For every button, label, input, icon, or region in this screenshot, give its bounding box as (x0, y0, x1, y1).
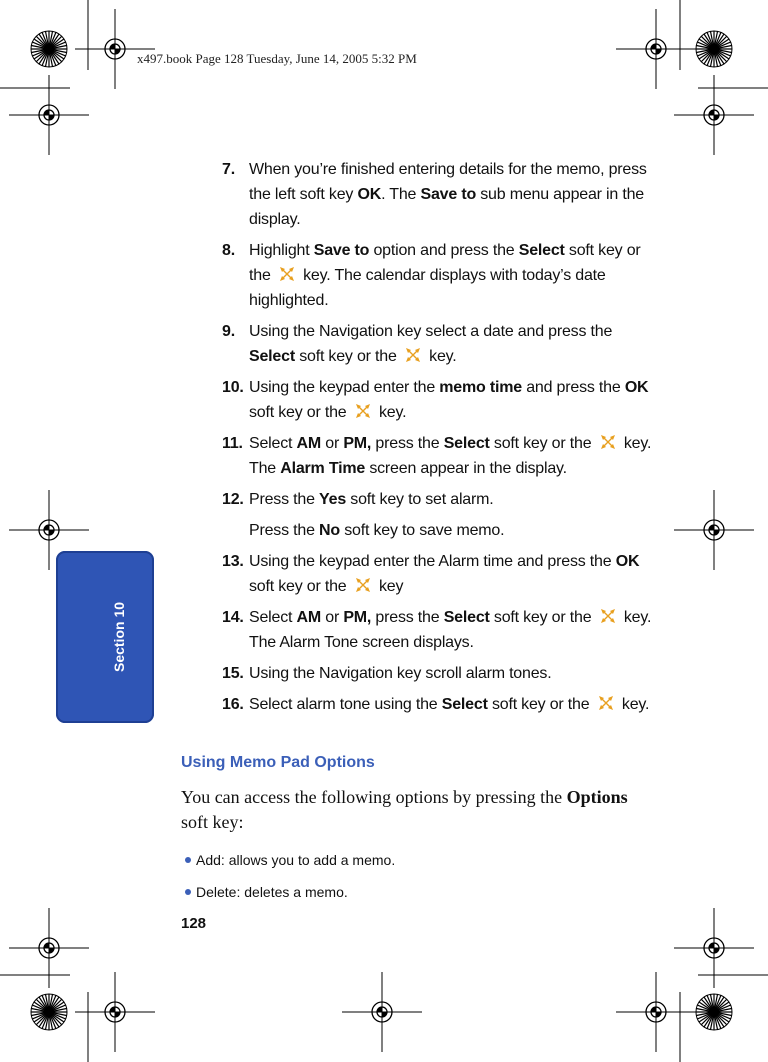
step-text: Select (249, 609, 297, 626)
step-number: 7. (222, 161, 235, 178)
step-body (249, 549, 652, 599)
bold-term: AM (296, 435, 321, 452)
step-text: key (374, 578, 404, 595)
step-text: screen appear in the display. (365, 460, 567, 477)
step-number: 12. (222, 491, 244, 508)
center-key-icon (355, 577, 371, 593)
step-text: Select alarm tone using the (249, 696, 442, 713)
step-item (222, 375, 652, 425)
intro-suffix: soft key: (181, 812, 244, 832)
section-tab (56, 551, 154, 723)
bold-term: Select (249, 348, 295, 365)
page-number: 128 (181, 915, 207, 932)
bullet-list (181, 844, 395, 908)
step-text: soft key or the (489, 609, 596, 626)
bold-term: Yes (319, 491, 347, 508)
step-number: 11. (222, 435, 243, 452)
step-text: soft key or the (249, 242, 641, 284)
center-key-icon (279, 266, 295, 282)
step-text: soft key or the (294, 348, 401, 365)
step-text: or (321, 609, 344, 626)
bold-term: Select (443, 609, 490, 626)
step-item (222, 238, 652, 313)
bold-term: Save to (420, 186, 477, 203)
bold-term: Alarm Time (280, 460, 366, 477)
step-number: 13. (222, 553, 244, 570)
print-header-stamp: x497.book Page 128 Tuesday, June 14, 2005 5:32 PM (137, 51, 417, 66)
step-text: soft key or the (249, 404, 351, 421)
step-subparagraph (249, 518, 652, 543)
bullet-item (181, 876, 395, 908)
bullet-text: Delete: deletes a memo. (196, 884, 348, 900)
bold-term: OK (357, 186, 382, 203)
step-text: Using the Navigation key select a date and press the (249, 323, 613, 340)
step-text: press the (371, 435, 444, 452)
bullet-dot-icon (185, 857, 191, 863)
step-text: soft key or the (249, 578, 351, 595)
step-text: option and press the (369, 242, 519, 259)
step-text: Press the (249, 522, 320, 539)
step-body (249, 692, 652, 717)
step-body (249, 238, 652, 313)
step-text: key. (374, 404, 407, 421)
step-text: press the (371, 609, 444, 626)
step-item (222, 605, 652, 655)
bold-term: PM, (343, 435, 372, 452)
step-text: Select (249, 435, 297, 452)
intro-paragraph (181, 785, 641, 835)
step-text: Using the keypad enter the (249, 379, 440, 396)
step-text: When you’re finished entering details for the memo, press the left soft key (249, 161, 647, 203)
step-text: or (321, 435, 344, 452)
step-text: and press the (521, 379, 625, 396)
step-text: key. The Alarm Tone screen displays. (249, 609, 652, 651)
center-key-icon (598, 695, 614, 711)
step-item (222, 549, 652, 599)
step-number: 16. (222, 696, 244, 713)
step-item (222, 431, 652, 481)
step-text: soft key to save memo. (339, 522, 505, 539)
steps-list (222, 157, 652, 723)
center-key-icon (405, 347, 421, 363)
step-number: 10. (222, 379, 244, 396)
step-body (249, 431, 652, 481)
center-key-icon (600, 434, 616, 450)
step-number: 8. (222, 242, 235, 259)
step-item (222, 157, 652, 232)
step-body (249, 661, 652, 686)
step-text: Press the (249, 491, 320, 508)
bold-term: AM (296, 609, 321, 626)
bullet-text: Add: allows you to add a memo. (196, 852, 396, 868)
section-heading: Using Memo Pad Options (181, 754, 375, 771)
step-number: 14. (222, 609, 244, 626)
step-item (222, 487, 652, 512)
bullet-dot-icon (185, 889, 191, 895)
center-key-icon (355, 403, 371, 419)
intro-text: You can access the following options by pressing the (181, 787, 567, 807)
step-body (249, 605, 652, 655)
step-body (249, 319, 652, 369)
step-text: soft key or the (489, 435, 596, 452)
step-text: sub menu appear in the display. (249, 186, 644, 228)
step-item (222, 692, 652, 717)
step-text: soft key or the (487, 696, 594, 713)
bold-term: Select (441, 696, 488, 713)
bold-term: Select (518, 242, 565, 259)
step-number: 9. (222, 323, 235, 340)
step-text: key. (617, 696, 650, 713)
step-text: Highlight (249, 242, 314, 259)
step-text: key. (424, 348, 457, 365)
step-item (222, 661, 652, 686)
bold-term: Save to (313, 242, 370, 259)
step-body (249, 157, 652, 232)
step-body (249, 375, 652, 425)
step-body (249, 487, 652, 512)
step-text: Using the keypad enter the Alarm time and press the (249, 553, 616, 570)
bold-term: PM, (343, 609, 372, 626)
step-text: key. The calendar displays with today’s date highlighted. (249, 267, 606, 309)
bold-term: memo time (439, 379, 522, 396)
step-text: . The (381, 186, 421, 203)
step-text: key. The (249, 435, 652, 477)
center-key-icon (600, 608, 616, 624)
bold-term: OK (615, 553, 640, 570)
step-item (222, 319, 652, 369)
intro-bold: Options (566, 787, 628, 807)
bold-term: No (319, 522, 340, 539)
bold-term: OK (624, 379, 649, 396)
bullet-item (181, 844, 395, 876)
step-text: Using the Navigation key scroll alarm tones. (249, 665, 552, 682)
section-label: Section 10 (111, 601, 127, 673)
step-number: 15. (222, 665, 244, 682)
bold-term: Select (443, 435, 490, 452)
step-text: soft key to set alarm. (346, 491, 494, 508)
